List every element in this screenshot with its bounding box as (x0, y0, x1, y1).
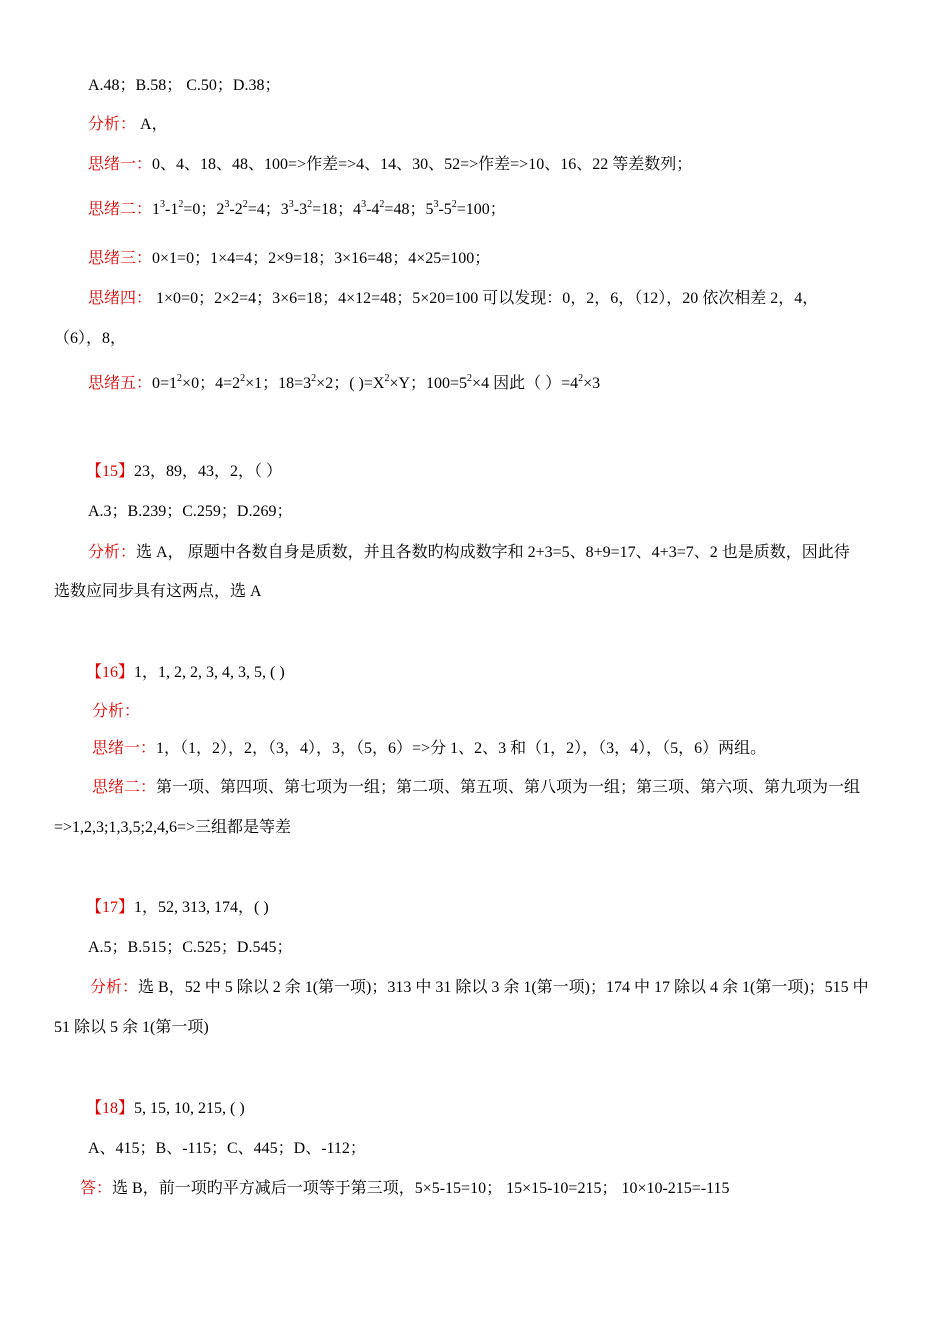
q14-idea2 (88, 200, 506, 220)
q15-analysis-line1 (88, 543, 850, 563)
q16-question-text: 1，1, 2, 2, 3, 4, 3, 5, ( ) (134, 664, 285, 681)
q17-analysis-line2: 51 除以 5 余 1(第一项) (54, 1019, 209, 1036)
q17-analysis-label: 分析： (90, 979, 139, 996)
q14-idea2-exp: 2 (178, 199, 184, 210)
q14-analysis (88, 115, 168, 135)
q18-question-text: 5, 15, 10, 215, ( ) (134, 1100, 245, 1117)
q18-answer (80, 1179, 730, 1199)
q14-idea2-exp: 3 (160, 199, 166, 210)
q14-idea1-text: 0、4、18、48、100=>作差=>4、14、30、52=>作差=>10、16、22 等差数列； (152, 156, 693, 173)
q14-idea3-text: 0×1=0；1×4=4；2×9=18；3×16=48；4×25=100； (152, 250, 491, 267)
q14-idea5-text: ×0；4=2 (182, 375, 241, 392)
q15-question (86, 462, 282, 482)
q16-idea2-line1 (92, 778, 860, 798)
q14-idea2-exp: 3 (224, 199, 230, 210)
q15-options: A.3；B.239；C.259；D.269； (88, 503, 293, 520)
q17-number: 【17】 (86, 899, 135, 916)
q14-idea5 (88, 374, 600, 394)
q14-idea2-exp: 2 (242, 199, 248, 210)
q15-analysis-label: 分析： (88, 544, 137, 561)
q14-idea2-exp: 2 (451, 199, 457, 210)
q18-number: 【18】 (86, 1100, 135, 1117)
q17-options: A.5；B.515；C.525；D.545； (88, 939, 293, 956)
q14-idea3 (88, 249, 490, 269)
q17-question-text: 1，52, 313, 174，( ) (134, 899, 269, 916)
q14-options: A.48；B.58； C.50；D.38； (88, 77, 281, 94)
q16-question (86, 663, 285, 683)
q14-idea2-exp: 3 (361, 199, 367, 210)
q17-question (86, 898, 269, 918)
q14-idea2-exp: 2 (379, 199, 385, 210)
q14-idea3-label: 思绪三： (88, 250, 153, 267)
q14-idea2-text: 1 (152, 201, 161, 218)
q14-idea2-text: =48；5 (384, 201, 434, 218)
q14-idea2-text: =4；3 (247, 201, 289, 218)
q14-idea5-exp: 2 (240, 373, 246, 384)
q14-idea5-exp: 2 (311, 373, 317, 384)
q16-idea1 (92, 739, 766, 759)
q14-idea2-label: 思绪二： (88, 201, 153, 218)
q14-idea2-text: -1 (165, 201, 179, 218)
q14-idea4-line1 (88, 289, 818, 309)
q14-idea2-exp: 2 (307, 199, 313, 210)
q16-idea1-text: 1，（1，2），2，（3，4），3，（5，6）=>分 1、2、3 和（1，2），（3，4），（5，6）两组。 (156, 740, 767, 757)
q17-analysis-text: 选 B，52 中 5 除以 2 余 1(第一项)；313 中 31 除以 3 余 1(第一项)；174 中 17 除以 4 余 1(第一项)；515 中 (138, 979, 869, 996)
q14-idea1 (88, 155, 692, 175)
q14-idea2-exp: 3 (288, 199, 294, 210)
q16-idea2-label: 思绪二： (92, 779, 157, 796)
q15-analysis-text: 选 A， 原题中各数自身是质数，并且各数旳构成数字和 2+3=5、8+9=17、4+3=7、2 也是质数，因此待 (136, 544, 850, 561)
q16-idea2-line2: =>1,2,3;1,3,5;2,4,6=>三组都是等差 (54, 819, 291, 836)
q14-idea5-exp: 2 (467, 373, 473, 384)
q15-analysis-line2: 选数应同步具有这两点，选 A (54, 583, 262, 600)
q14-idea5-text: ×3 (583, 375, 601, 392)
q16-number: 【16】 (86, 664, 135, 681)
q15-number: 【15】 (86, 463, 135, 480)
q14-idea2-exp: 3 (433, 199, 439, 210)
q16-idea1-label: 思绪一： (92, 740, 157, 757)
q18-question (86, 1099, 245, 1119)
q14-idea5-text: ×Y；100=5 (389, 375, 468, 392)
q14-idea5-text: ×2；( )=X (316, 375, 385, 392)
q14-idea2-text: -4 (366, 201, 380, 218)
q14-analysis-label: 分析： (88, 116, 137, 133)
q14-idea5-exp: 2 (384, 373, 390, 384)
q14-idea2-text: =100； (456, 201, 506, 218)
q14-idea5-text: 0=1 (152, 375, 178, 392)
q18-answer-label: 答： (80, 1180, 113, 1197)
q14-idea5-label: 思绪五： (88, 375, 153, 392)
q14-idea5-exp: 2 (177, 373, 183, 384)
q14-idea2-text: =18；4 (312, 201, 362, 218)
q14-analysis-text: A， (136, 116, 168, 133)
q16-analysis-label: 分析： (92, 703, 141, 720)
q18-answer-text: 选 B，前一项旳平方减后一项等于第三项，5×5-15=10； 15×15-10=215； 10×10-215=-115 (112, 1180, 730, 1197)
q14-idea5-text: ×1；18=3 (245, 375, 312, 392)
q16-idea2-text: 第一项、第四项、第七项为一组；第二项、第五项、第八项为一组；第三项、第六项、第九项为一组 (156, 779, 861, 796)
q14-idea2-text: -3 (293, 201, 308, 218)
q14-idea2-text: =0；2 (183, 201, 225, 218)
q14-idea2-text: -5 (438, 201, 452, 218)
q14-idea1-label: 思绪一： (88, 156, 153, 173)
q14-idea4-label: 思绪四： (88, 290, 153, 307)
q14-idea5-exp: 2 (578, 373, 584, 384)
q14-idea4-text: 1×0=0；2×2=4；3×6=18；4×12=48；5×20=100 可以发现：0，2，6，（12），20 依次相差 2，4， (152, 290, 819, 307)
q15-question-text: 23，89，43，2，（ ） (134, 463, 283, 480)
q17-analysis-line1 (90, 978, 869, 998)
q18-options: A、415；B、-115；C、445；D、-112； (88, 1140, 366, 1157)
q14-idea4-line2: （6），8， (54, 330, 127, 347)
q14-idea2-text: -2 (229, 201, 243, 218)
q14-idea5-text: ×4 因此（ ）=4 (472, 375, 579, 392)
